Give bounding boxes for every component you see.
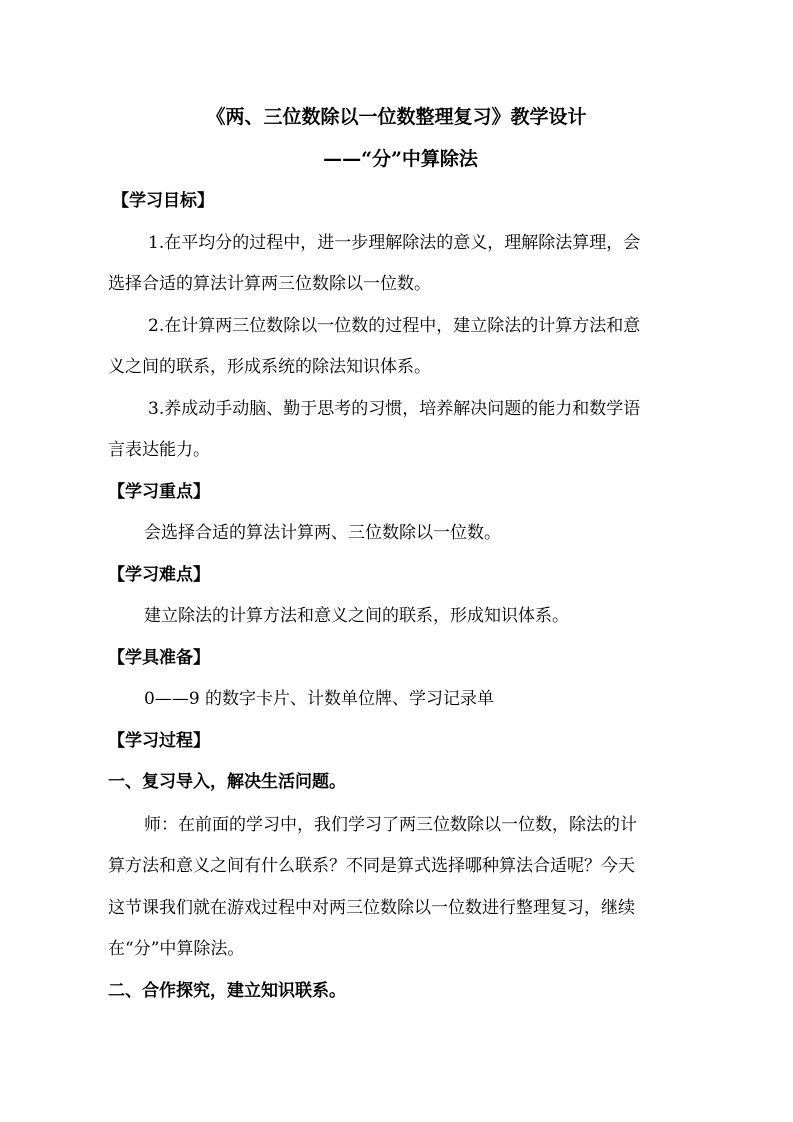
part-1-line-2: 算方法和意义之间有什么联系？不同是算式选择哪种算法合适呢？今天 <box>108 856 635 876</box>
part-1-line-3: 这节课我们就在游戏过程中对两三位数除以一位数进行整理复习，继续 <box>108 898 635 918</box>
difficulties-heading: 【学习难点】 <box>108 565 210 585</box>
part-1-line-1: 师：在前面的学习中，我们学习了两三位数除以一位数，除法的计 <box>144 815 637 835</box>
part-1-line-4: 在“分”中算除法。 <box>108 939 245 959</box>
objective-2-line-1: 2.在计算两三位数除以一位数的过程中，建立除法的计算方法和意 <box>148 316 641 336</box>
document-subtitle: ——“分”中算除法 <box>323 148 478 170</box>
part-1-heading: 一、复习导入，解决生活问题。 <box>108 772 346 792</box>
materials-text: 0——9 的数字卡片、计数单位牌、学习记录单 <box>144 689 495 709</box>
difficulties-text: 建立除法的计算方法和意义之间的联系，形成知识体系。 <box>144 606 569 626</box>
key-points-heading: 【学习重点】 <box>108 482 210 502</box>
objective-2-line-2: 义之间的联系，形成系统的除法知识体系。 <box>108 357 431 377</box>
process-heading: 【学习过程】 <box>108 731 210 751</box>
objective-3-line-1: 3.养成动手动脑、勤于思考的习惯，培养解决问题的能力和数学语 <box>148 399 641 419</box>
objective-1-line-2: 选择合适的算法计算两三位数除以一位数。 <box>108 274 431 294</box>
part-2-heading: 二、合作探究，建立知识联系。 <box>108 981 346 1001</box>
materials-heading: 【学具准备】 <box>108 648 210 668</box>
objective-1-line-1: 1.在平均分的过程中，进一步理解除法的意义，理解除法算理，会 <box>148 233 641 253</box>
document-title: 《两、三位数除以一位数整理复习》教学设计 <box>206 106 587 128</box>
objective-3-line-2: 言表达能力。 <box>108 440 210 460</box>
objectives-heading: 【学习目标】 <box>112 191 214 211</box>
key-points-text: 会选择合适的算法计算两、三位数除以一位数。 <box>144 523 501 543</box>
